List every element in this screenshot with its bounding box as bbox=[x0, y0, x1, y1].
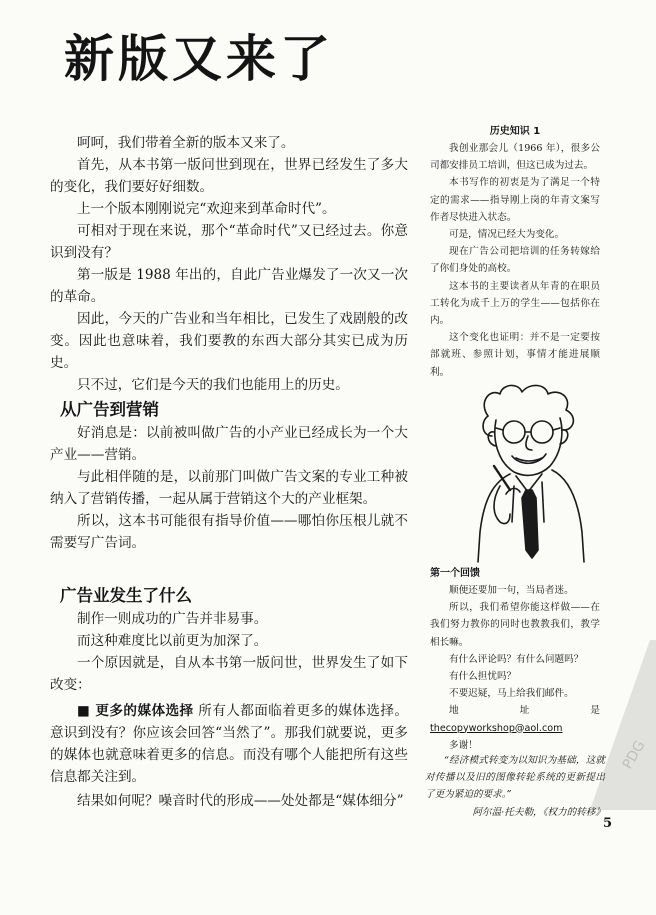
sidebar-paragraph: 有什么担忧吗？ bbox=[449, 671, 517, 683]
sidebar-paragraph: 这个变化也证明：并不是一定要按部就班、参照计划，事情才能进展顺利。 bbox=[430, 332, 600, 378]
sidebar-paragraph: 有什么评论吗？有什么问题吗？ bbox=[449, 653, 584, 665]
section-advertising-to-marketing bbox=[50, 398, 408, 554]
page-number: 5 bbox=[602, 816, 612, 831]
quote-text: “经济模式转变为以知识为基础，这就对传播以及旧的图像转轮系统的更新提出了更为紧迫的要求。” bbox=[425, 755, 605, 801]
watermark-text: PDG bbox=[619, 737, 649, 772]
sidebar-title: 第一个回馈 bbox=[430, 568, 480, 579]
sidebar-paragraph: 本书写作的初衷是为了满足一个特定的需求——指导刚上岗的年青文案写作者尽快进入状态。 bbox=[430, 177, 600, 223]
sidebar-paragraph: 顺便还要加一句，当局者迷。 bbox=[449, 585, 574, 596]
section-paragraph: 结果如何呢？噪音时代的形成——处处都是“媒体细分” bbox=[77, 793, 404, 809]
address-label: 地址是 bbox=[449, 705, 600, 717]
section-paragraph: 好消息是：以前被叫做广告的小产业已经成长为一个大产业——营销。 bbox=[50, 425, 408, 463]
intro-paragraph: 首先，从本书第一版问世到现在，世界已经发生了多大的变化，我们要好好细数。 bbox=[50, 157, 408, 195]
sidebar-paragraph: 所以，我们希望你能这样做——在我们努力教你的同时也教教我们，教学相长嘛。 bbox=[430, 602, 600, 648]
intro-paragraph: 第一版是 1988 年出的，自此广告业爆发了一次又一次的革命。 bbox=[50, 267, 408, 305]
sidebar-history-note bbox=[430, 124, 600, 381]
sidebar-paragraph: 这本书的主要读者从年青的在职员工转化为成千上万的学生——包括你在内。 bbox=[430, 280, 600, 327]
watermark-logo bbox=[560, 640, 656, 810]
intro-paragraph: 因此，今天的广告业和当年相比，已发生了戏剧般的改变。因此也意味着，我们要教的东西大部分其实已成为历史。 bbox=[50, 311, 408, 371]
bullet-paragraph bbox=[50, 700, 408, 788]
bullet-lead: ■ 更多的媒体选择 bbox=[77, 703, 194, 719]
section-heading: 从广告到营销 bbox=[60, 400, 159, 419]
section-what-happened bbox=[50, 584, 408, 812]
intro-paragraph: 上一个版本刚刚说完“欢迎来到革命时代”。 bbox=[77, 201, 336, 217]
sidebar-paragraph: 可是，情况已经大为变化。 bbox=[449, 229, 565, 241]
section-paragraph: 制作一则成功的广告并非易事。 bbox=[77, 611, 268, 627]
sidebar-thanks: 多谢！ bbox=[449, 739, 478, 751]
bullet-text: 所有人都面临着更多的媒体选择。意识到没有？你应该会回答“当然了”。那我们就要说，更多的媒体也就意味着更多的信息。而没有哪个人能把所有这些信息都关注到。 bbox=[50, 703, 409, 785]
intro-paragraph: 可相对于现在来说，那个“革命时代”又已经过去。你意识到没有？ bbox=[50, 223, 408, 261]
intro-paragraph: 只不过，它们是今天的我们也能用上的历史。 bbox=[77, 377, 349, 393]
section-paragraph: 与此相伴随的是，以前那门叫做广告文案的专业工种被纳入了营销传播，一起从属于营销这个大的产业框架。 bbox=[50, 469, 408, 507]
intro-paragraph: 呵呵，我们带着全新的版本又来了。 bbox=[77, 135, 295, 151]
section-paragraph: 所以，这本书可能很有指导价值——哪怕你压根儿就不需要写广告词。 bbox=[50, 513, 408, 551]
author-caricature-illustration bbox=[470, 382, 590, 564]
section-paragraph: 一个原因就是，自从本书第一版问世，世界发生了如下改变： bbox=[50, 655, 408, 693]
quote-attribution: 阿尔温·托夫勒，《权力的转移》 bbox=[472, 806, 605, 818]
section-paragraph: 而这种难度比以前更为加深了。 bbox=[77, 633, 268, 649]
intro-block bbox=[50, 132, 408, 396]
email-link[interactable]: thecopyworkshop@aol.com bbox=[430, 722, 563, 734]
page-title: 新版又来了 bbox=[64, 30, 334, 88]
sidebar-paragraph: 现在广告公司把培训的任务转嫁给了你们身处的高校。 bbox=[430, 246, 600, 275]
sidebar-paragraph: 我创业那会儿（1966 年），很多公司都安排员工培训，但这已成为过去。 bbox=[430, 143, 600, 172]
sidebar-title: 历史知识 1 bbox=[489, 126, 541, 137]
sidebar-paragraph: 不要迟疑，马上给我们邮件。 bbox=[449, 688, 574, 700]
section-heading: 广告业发生了什么 bbox=[60, 586, 192, 605]
